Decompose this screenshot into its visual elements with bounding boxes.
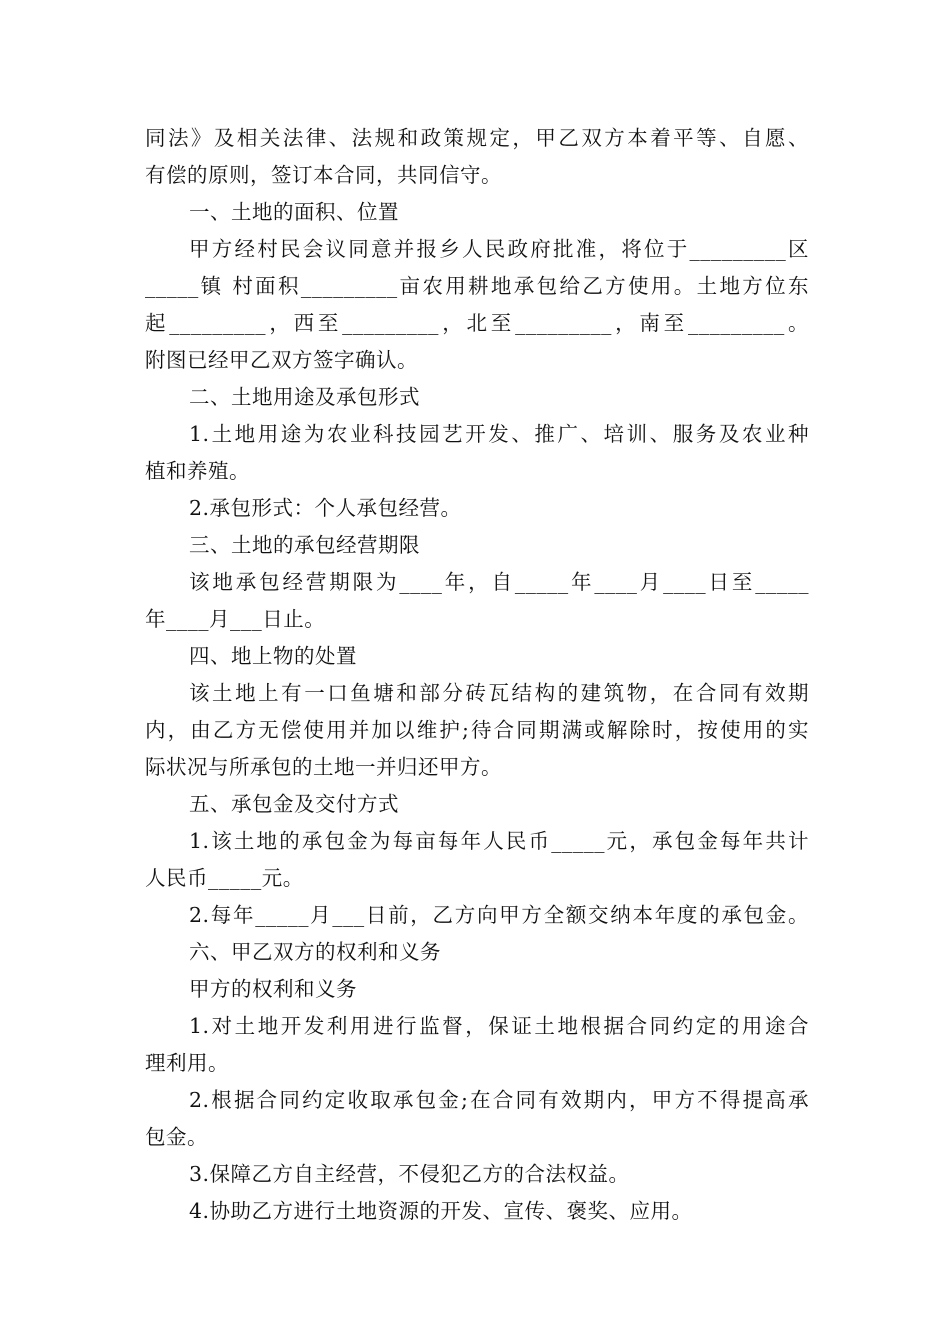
text-line: 三、土地的承包经营期限 — [189, 533, 420, 557]
text-line: 四、地上物的处置 — [189, 644, 357, 668]
text-line: 甲方经村民会议同意并报乡人民政府批准，将位于_________区 — [189, 237, 809, 261]
text-line: 该地承包经营期限为____年，自_____年____月____日至_____ — [189, 570, 809, 594]
text-line: 2.根据合同约定收取承包金;在合同有效期内，甲方不得提高承 — [189, 1088, 809, 1112]
text-line: 附图已经甲乙双方签字确认。 — [145, 348, 418, 372]
text-line: 2.承包形式：个人承包经营。 — [189, 496, 462, 520]
text-line: 该土地上有一口鱼塘和部分砖瓦结构的建筑物，在合同有效期 — [189, 681, 809, 705]
contract-body — [145, 120, 809, 1230]
text-line: 甲方的权利和义务 — [189, 977, 357, 1001]
text-line: 有偿的原则，签订本合同，共同信守。 — [145, 163, 502, 187]
text-line: 2.每年_____月___日前，乙方向甲方全额交纳本年度的承包金。 — [189, 903, 809, 927]
text-line: 一、土地的面积、位置 — [189, 200, 399, 224]
text-line: 二、土地用途及承包形式 — [189, 385, 420, 409]
text-line: 内，由乙方无偿使用并加以维护;待合同期满或解除时，按使用的实 — [145, 718, 809, 742]
text-line: 同法》及相关法律、法规和政策规定，甲乙双方本着平等、自愿、 — [145, 126, 809, 150]
text-line: 4.协助乙方进行土地资源的开发、宣传、褒奖、应用。 — [189, 1199, 693, 1223]
text-line: 际状况与所承包的土地一并归还甲方。 — [145, 755, 502, 779]
text-line: 年____月___日止。 — [145, 607, 326, 631]
text-line: 五、承包金及交付方式 — [189, 792, 399, 816]
text-line: 1.土地用途为农业科技园艺开发、推广、培训、服务及农业种 — [189, 422, 809, 446]
text-line: 理利用。 — [145, 1051, 229, 1075]
text-line: 植和养殖。 — [145, 459, 250, 483]
text-line: 1.该土地的承包金为每亩每年人民币_____元，承包金每年共计 — [189, 829, 809, 853]
text-line: 包金。 — [145, 1125, 208, 1149]
text-line: 3.保障乙方自主经营，不侵犯乙方的合法权益。 — [189, 1162, 630, 1186]
text-line: _____镇 村面积_________亩农用耕地承包给乙方使用。土地方位东 — [145, 274, 809, 298]
text-line: 人民币_____元。 — [145, 866, 304, 890]
text-line: 1.对土地开发利用进行监督，保证土地根据合同约定的用途合 — [189, 1014, 809, 1038]
text-line: 起_________，西至_________，北至_________，南至_________。 — [145, 311, 809, 335]
text-line: 六、甲乙双方的权利和义务 — [189, 940, 441, 964]
